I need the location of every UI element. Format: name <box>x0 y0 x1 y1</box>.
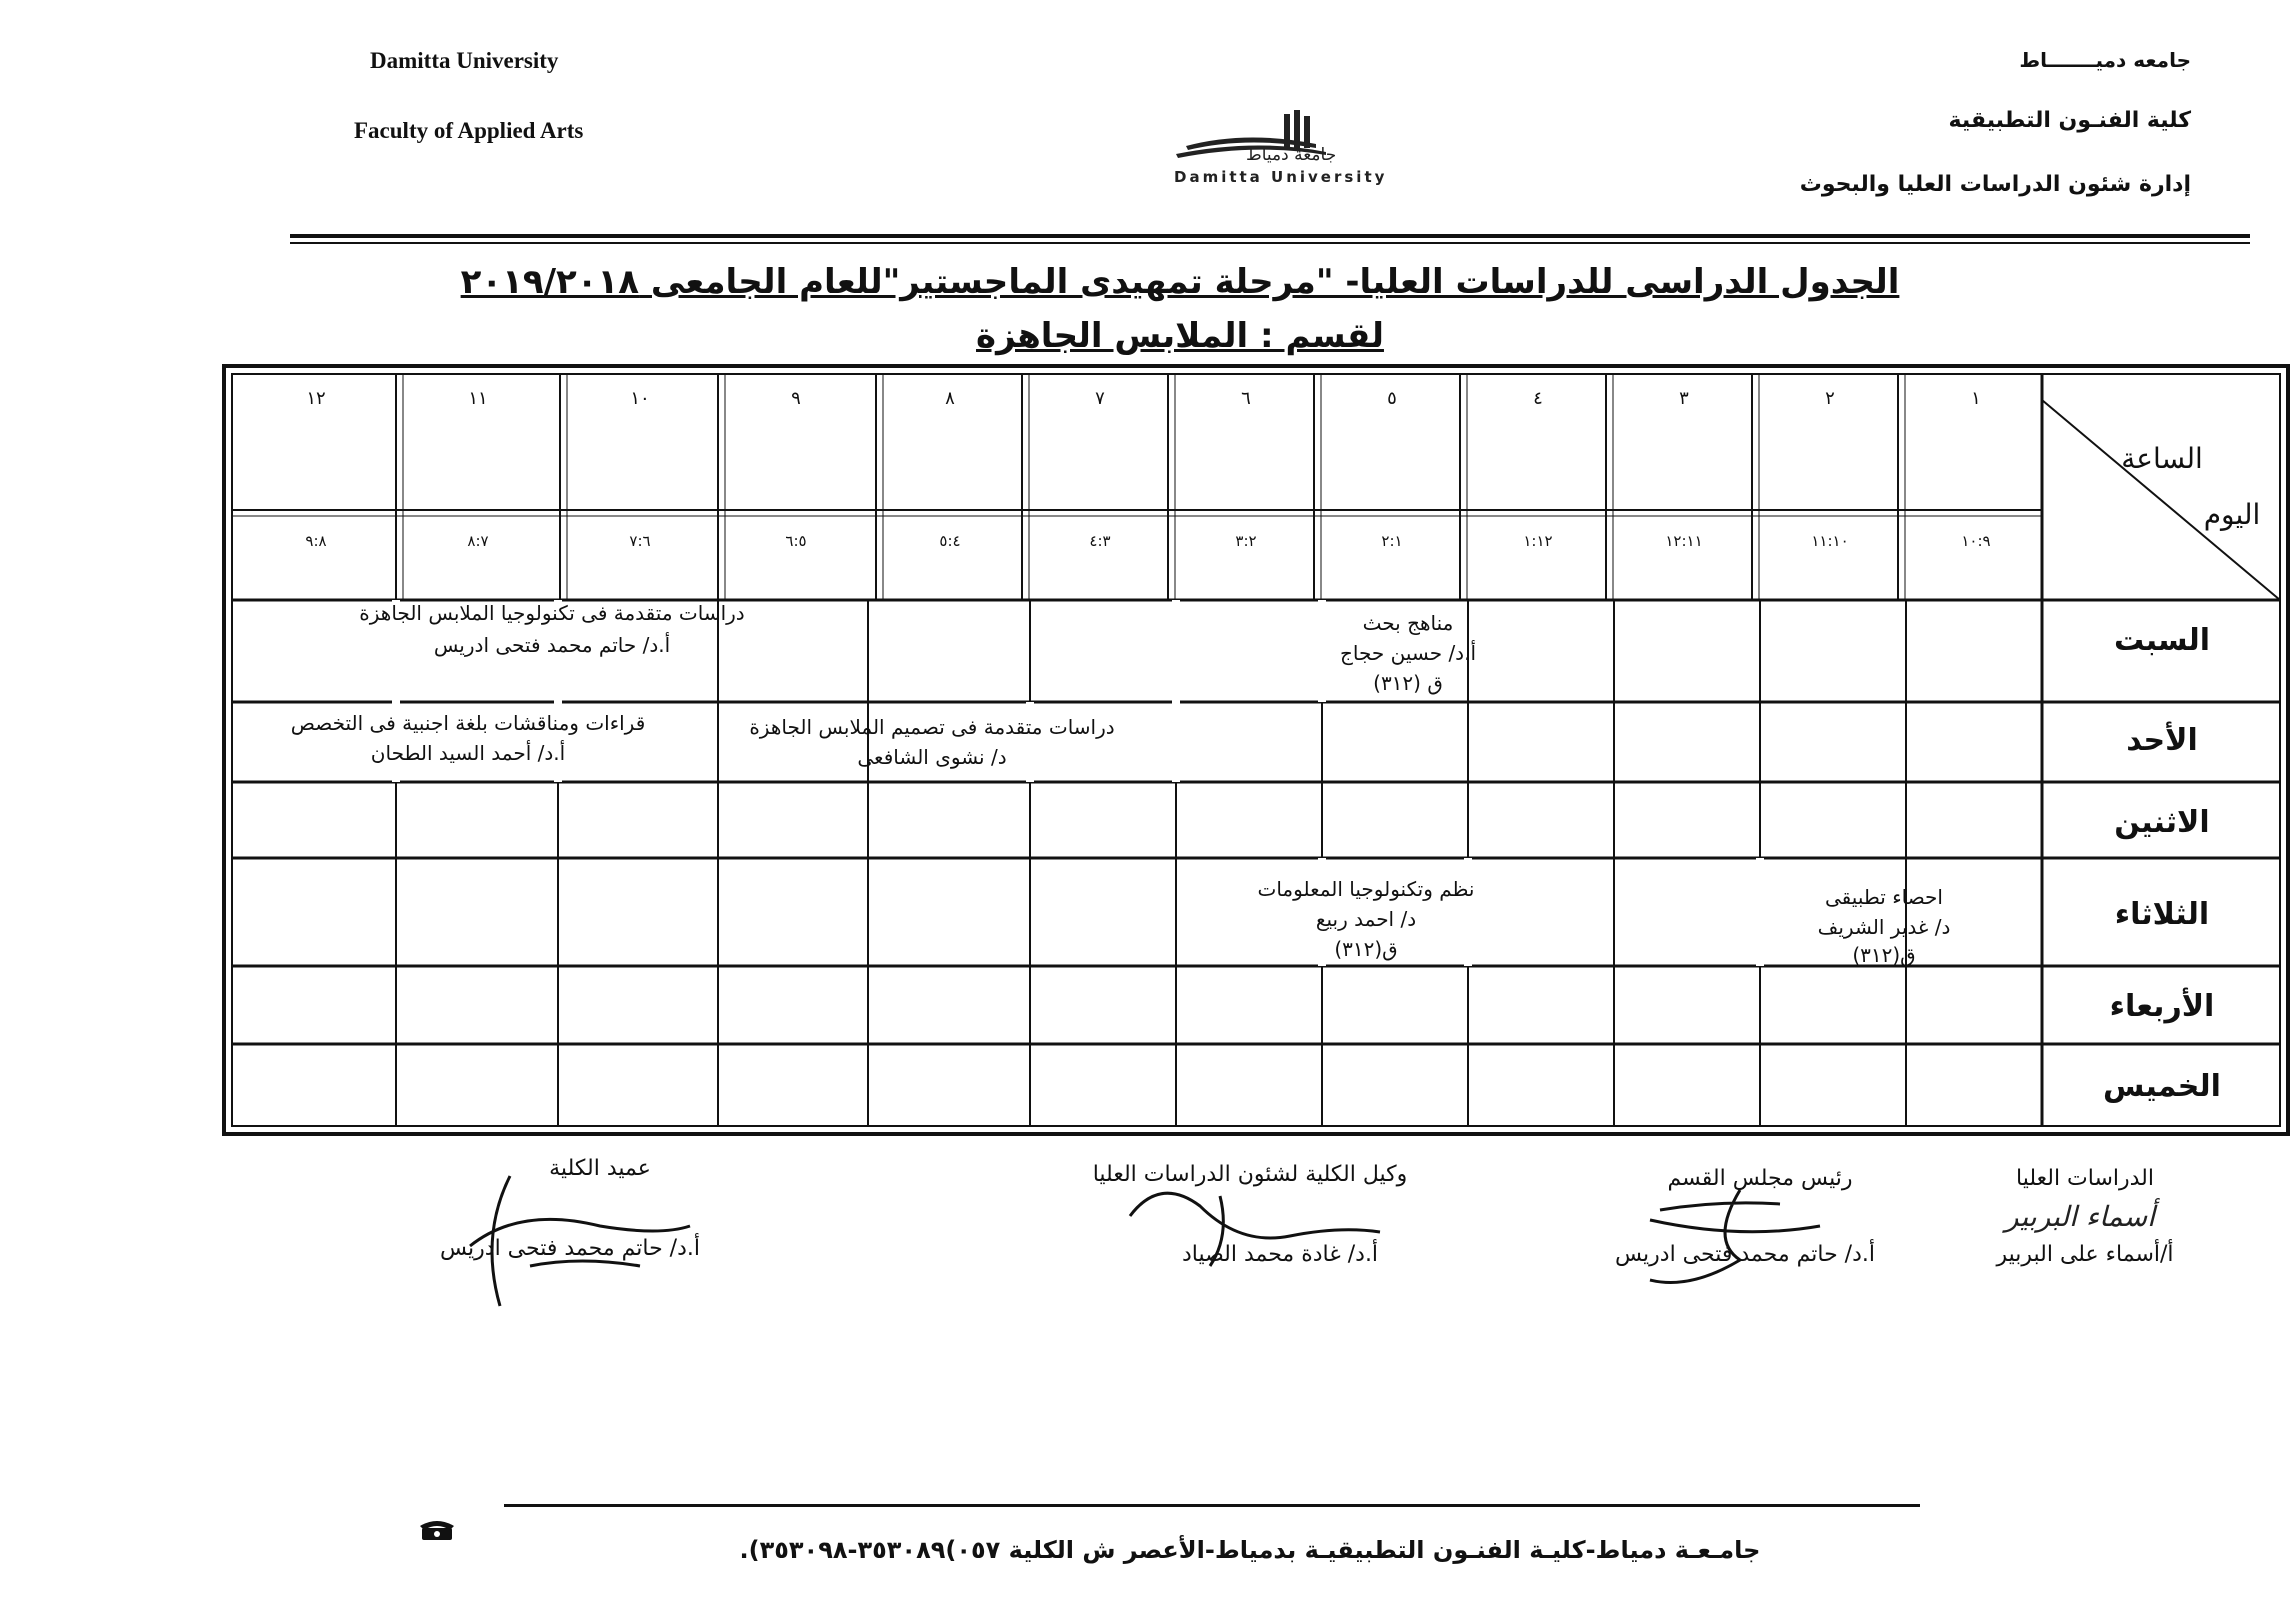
signature-dept-head <box>1590 1180 1890 1300</box>
corner-hour-label: الساعة <box>2121 442 2203 475</box>
period-time: ١:١٢ <box>1523 532 1553 550</box>
signature-name-dean: أ.د/ حاتم محمد فتحى ادريس <box>439 1236 700 1261</box>
period-time: ٢:١ <box>1381 532 1403 550</box>
department-name-ar: إدارة شئون الدراسات العليا والبحوث <box>1799 172 2191 197</box>
class-course: نظم وتكنولوجيا المعلومات <box>1257 877 1475 901</box>
class-instructor: د/ احمد ربيع <box>1315 907 1417 931</box>
signature-title-dept-head: رئيس مجلس القسم <box>1667 1166 1853 1191</box>
period-number: ١٠ <box>630 388 650 409</box>
period-time: ٨:٧ <box>467 532 489 550</box>
footer-rule <box>504 1504 1920 1507</box>
signature-name-vice-dean: أ.د/ غادة محمد الصياد <box>1181 1242 1379 1267</box>
department-subtitle: لقسم : الملابس الجاهزة <box>976 316 1384 356</box>
day-tuesday: الثلاثاء <box>2114 897 2210 932</box>
schedule-table <box>222 364 2290 1136</box>
signature-title-dean: عميد الكلية <box>549 1156 651 1181</box>
period-time: ٧:٦ <box>629 532 651 550</box>
day-monday: الاثنين <box>2114 805 2210 840</box>
period-number: ٣ <box>1679 388 1689 409</box>
period-number: ١١ <box>468 388 488 409</box>
period-time: ١١:١٠ <box>1811 532 1849 550</box>
signature-title-vice-dean: وكيل الكلية لشئون الدراسات العليا <box>1092 1162 1408 1187</box>
period-number: ٩ <box>791 388 801 409</box>
class-room: ق(٣١٢) <box>1334 937 1398 961</box>
logo-text-ar: جامعة دمياط <box>1246 145 1337 165</box>
class-instructor: أ.د/ أحمد السيد الطحان <box>370 741 566 765</box>
university-logo <box>1166 108 1476 188</box>
class-instructor: أ.د/ حسين حجاج <box>1339 641 1477 665</box>
signature-handwritten-postgrad: أسماء البربير <box>2005 1200 2155 1233</box>
class-course: قراءات ومناقشات بلغة اجنبية فى التخصص <box>290 711 646 735</box>
class-room: ق(٣١٢) <box>1852 943 1916 967</box>
class-course: احصاء تطبيقى <box>1825 885 1943 909</box>
day-thursday: الخميس <box>2103 1069 2221 1104</box>
class-instructor: أ.د/ حاتم محمد فتحى ادريس <box>433 633 671 657</box>
class-room: ق (٣١٢) <box>1373 671 1443 695</box>
period-number: ٧ <box>1095 388 1105 409</box>
signature-dean <box>440 1166 700 1316</box>
faculty-name-ar: كلية الفنـون التطبيقية <box>1948 108 2191 133</box>
signature-name-dept-head: أ.د/ حاتم محمد فتحى ادريس <box>1614 1242 1875 1267</box>
day-sunday: الأحد <box>2126 723 2198 758</box>
signature-title-postgrad: الدراسات العليا <box>2016 1166 2154 1191</box>
signature-name-postgrad: أ/أسماء على البربير <box>1996 1242 2174 1267</box>
period-number: ٢ <box>1825 388 1835 409</box>
header-rule-thick <box>290 234 2250 238</box>
class-instructor: د/ نشوى الشافعى <box>857 745 1007 769</box>
period-number: ٦ <box>1241 388 1251 409</box>
period-time: ٣:٢ <box>1235 532 1257 550</box>
period-number: ١٢ <box>306 388 326 409</box>
period-time: ٦:٥ <box>785 532 807 550</box>
period-number: ٨ <box>945 388 955 409</box>
schedule-title: الجدول الدراسى للدراسات العليا- "مرحلة تمهيدى الماجستير"للعام الجامعى ٢٠١٩/٢٠١٨ <box>460 262 1900 302</box>
period-number: ٥ <box>1387 388 1397 409</box>
header-rule-thin <box>290 242 2250 244</box>
day-saturday: السبت <box>2113 623 2211 658</box>
period-number: ١ <box>1971 388 1981 409</box>
faculty-name-en: Faculty of Applied Arts <box>354 118 584 143</box>
footer-address: جامـعـة دمياط-كليـة الفنـون التطبيقيـة بدمياط-الأعصر ش الكلية ٠٥٧)٣٥٣٠٨٩-٣٥٣٠٩٨). <box>739 1536 1761 1564</box>
period-time: ١٢:١١ <box>1665 532 1703 550</box>
period-time: ١٠:٩ <box>1961 532 1991 550</box>
phone-icon <box>420 1518 454 1542</box>
signature-vice-dean <box>1120 1166 1460 1286</box>
class-course: دراسات متقدمة فى تكنولوجيا الملابس الجاهزة <box>359 601 745 625</box>
university-name-en: Damitta University <box>370 48 559 73</box>
class-instructor: د/ غدير الشريف <box>1817 915 1951 939</box>
university-name-ar: جامعه دميـــــــاط <box>2019 48 2191 72</box>
period-time: ٤:٣ <box>1089 532 1111 550</box>
day-wednesday: الأربعاء <box>2109 989 2215 1024</box>
period-number: ٤ <box>1533 388 1543 409</box>
logo-text-en: Damitta University <box>1174 168 1388 186</box>
corner-day-label: اليوم <box>2203 498 2261 531</box>
class-course: مناهج بحث <box>1362 611 1454 635</box>
class-course: دراسات متقدمة فى تصميم الملابس الجاهزة <box>749 715 1115 739</box>
period-time: ٩:٨ <box>305 532 327 550</box>
period-time: ٥:٤ <box>939 532 961 550</box>
